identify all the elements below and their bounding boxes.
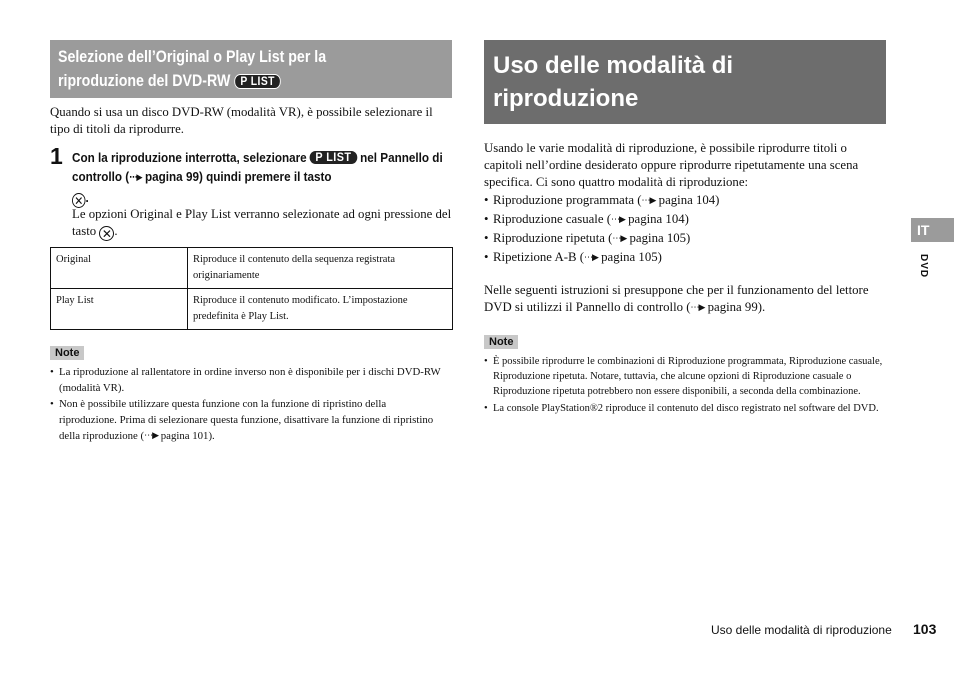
- left-header-line1: Selezione dell’Original o Play List per la: [58, 48, 327, 66]
- para2-ref: pagina 99).: [707, 300, 766, 314]
- mode-ref: pagina 105): [601, 250, 662, 264]
- modes-list: [484, 192, 886, 267]
- list-item: [484, 211, 886, 229]
- step-instruction: [72, 148, 450, 208]
- page-ref-arrow-icon: ⋯▶: [690, 303, 705, 313]
- step-page-ref: pagina 99) quindi premere il tasto: [144, 169, 332, 184]
- language-tab: IT: [911, 218, 954, 242]
- option-name: Original: [51, 248, 188, 289]
- page-ref-arrow-icon: ⋯▶: [583, 253, 598, 263]
- page-ref-arrow-icon: ⋯▶: [610, 215, 625, 225]
- mode-label: Riproduzione programmata (: [493, 193, 642, 207]
- table-row: [51, 248, 453, 289]
- circle-x-button-icon: ✕: [72, 193, 86, 208]
- list-item: [484, 230, 886, 248]
- step-text-1: Con la riproduzione interrotta, selezionare: [72, 150, 307, 165]
- mode-label: Riproduzione ripetuta (: [493, 231, 613, 245]
- left-notes: [50, 364, 445, 444]
- right-intro: Usando le varie modalità di riproduzione, è possibile riprodurre titoli o capitoli nell’ordine desiderato oppure riprodurre ripetutamente una scena specifica. Ci sono quattro modalità di riproduzione:: [484, 141, 859, 189]
- circle-x-button-icon: ✕: [99, 226, 114, 241]
- list-item: [50, 396, 445, 444]
- left-intro: Quando si usa un disco DVD-RW (modalità VR), è possibile selezionare il tipo di titoli da riprodurre.: [50, 105, 433, 136]
- page-ref-arrow-icon: ⋯▶: [612, 234, 627, 244]
- section-label: DVD: [918, 254, 929, 279]
- footer-title: Uso delle modalità di riproduzione: [711, 623, 892, 637]
- para2-text: Nelle seguenti istruzioni si presuppone che per il funzionamento del lettore DVD si utilizzi il Pannello di controllo (: [484, 283, 869, 314]
- plist-badge-icon: P LIST: [234, 74, 281, 89]
- option-name: Play List: [51, 289, 188, 330]
- right-section-header: [484, 40, 886, 124]
- option-desc: Riproduce il contenuto della sequenza registrata originariamente: [188, 248, 453, 289]
- mode-ref: pagina 104): [658, 193, 720, 207]
- page-ref-arrow-icon: ⋯▶: [144, 431, 159, 441]
- mode-ref: pagina 105): [629, 231, 691, 245]
- page-number: 103: [913, 621, 937, 637]
- left-header-line2: riproduzione del DVD-RW: [58, 72, 231, 90]
- left-note-label: Note: [50, 346, 84, 360]
- list-item: • La riproduzione al rallentatore in ordine inverso non è disponibile per i dischi DVD-RW (modalità VR).: [50, 364, 445, 396]
- option-desc: Riproduce il contenuto modificato. L’impostazione predefinita è Play List.: [188, 289, 453, 330]
- mode-label: Ripetizione A-B (: [493, 250, 584, 264]
- right-note-label: Note: [484, 335, 518, 349]
- right-header-title: Uso delle modalità di riproduzione: [493, 52, 734, 112]
- list-item: • È possibile riprodurre le combinazioni di Riproduzione programmata, Riproduzione casuale, Riproduzione ripetuta. Notare, tuttavia, che alcune opzioni di Riproduzione casuale o Riproduzione ripetuta potrebbero non essere disponibili, a seconda della combinazione.: [484, 354, 886, 399]
- step-desc-text: Le opzioni Original e Play List verranno selezionate ad ogni pressione del tasto: [72, 207, 452, 238]
- list-item: [484, 249, 886, 267]
- left-section-header: [50, 40, 452, 98]
- step-text-2: nel Pannello di controllo (: [72, 150, 443, 184]
- mode-ref: pagina 104): [628, 212, 689, 226]
- step-desc-end: .: [114, 224, 118, 238]
- list-item: [484, 192, 886, 210]
- table-row: [51, 289, 453, 330]
- page-ref-arrow-icon: ⋯▶: [129, 173, 142, 183]
- step-description: [72, 206, 457, 241]
- note-page-ref: pagina 101).: [160, 430, 215, 442]
- step-end: .: [85, 190, 89, 205]
- options-table: [50, 247, 453, 330]
- right-para2: [484, 282, 886, 317]
- plist-badge-icon: P LIST: [310, 151, 357, 164]
- right-notes: [484, 354, 886, 416]
- list-item: • La console PlayStation®2 riproduce il contenuto del disco registrato nel software del DVD.: [484, 401, 886, 416]
- note-text: Non è possibile utilizzare questa funzione con la funzione di ripristino della riproduzione. Prima di selezionare questa funzione, disattivare la funzione di ripristino della riproduzione (: [59, 398, 434, 442]
- page-ref-arrow-icon: ⋯▶: [641, 196, 656, 206]
- mode-label: Riproduzione casuale (: [493, 212, 611, 226]
- step-number: 1: [50, 143, 63, 169]
